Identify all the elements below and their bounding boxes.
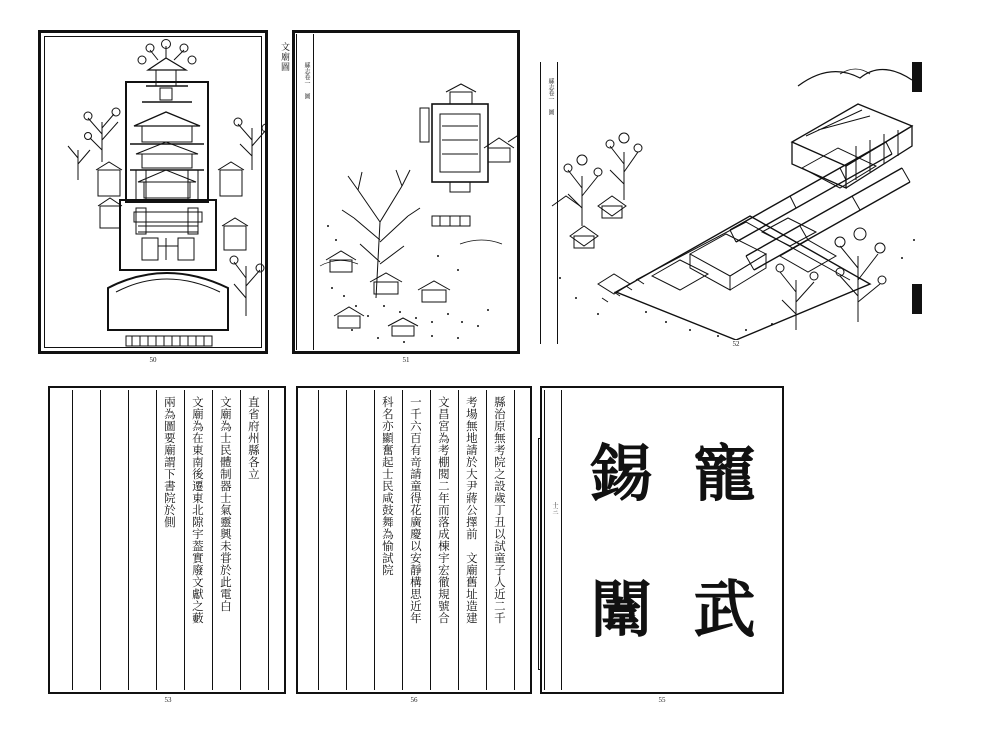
- page-56-number: 56: [410, 696, 418, 704]
- page-52: [540, 40, 930, 350]
- page-51-number: 51: [402, 356, 410, 364]
- page-56-column-2: 考場無地請於大尹蔣公擇前 文廟舊址造建: [464, 396, 479, 624]
- page-56-column-1: 縣治原無考院之設歲丁丑以試童子人近二千: [492, 396, 507, 624]
- page-55-number: 55: [658, 696, 666, 704]
- page-53-rule-3: [128, 390, 129, 690]
- page-53-rule-7: [240, 390, 241, 690]
- page-53-rule-1: [72, 390, 73, 690]
- page-56-rule-1: [318, 390, 319, 690]
- page-56-rule-5: [430, 390, 431, 690]
- page-56-rule-3: [374, 390, 375, 690]
- page-50-illustration: [38, 30, 268, 354]
- seal-char-3: 武: [693, 573, 756, 646]
- page-55: [540, 386, 784, 706]
- seal-grid: [570, 406, 776, 678]
- page-52-spine-text: 縣志卷一 圖: [547, 78, 554, 115]
- page-56-column-5: 科名亦顯奮起士民咸鼓舞為愉試院: [380, 396, 395, 576]
- seal-char-4: 闈: [590, 573, 653, 646]
- page-53-rule-6: [212, 390, 213, 690]
- page-56-rule-8: [514, 390, 515, 690]
- page-50-number: 50: [149, 356, 157, 364]
- page-56-rule-4: [402, 390, 403, 690]
- page-56-rule-6: [458, 390, 459, 690]
- page-53-column-4: 兩為圖要廟謂下書院於側: [162, 396, 177, 528]
- page-53-number: 53: [164, 696, 172, 704]
- seal-char-1: 寵: [693, 437, 756, 510]
- page-55-spine-text: 十三: [551, 502, 558, 514]
- page-53-column-2: 文廟為士民體制器士氣靈興未甞於此電白: [218, 396, 233, 612]
- page-53-rule-2: [100, 390, 101, 690]
- page-56-rule-7: [486, 390, 487, 690]
- page-56: [296, 386, 532, 706]
- page-53-column-1: 直省府州縣各立: [246, 396, 261, 480]
- seal-char-2: 錫: [590, 437, 653, 510]
- page-56-column-3: 文昌宮為考棚閱二年而落成棟宇宏徹規號合: [436, 396, 451, 624]
- page-56-column-4: 一千六百有竒請童得花廣慶以安靜構思近年: [408, 396, 423, 624]
- page-50: [38, 30, 289, 364]
- page-52-number: 52: [732, 340, 740, 348]
- page-50-caption: 文廟圖: [279, 42, 289, 72]
- page-53-rule-5: [184, 390, 185, 690]
- page-51-illustration: [292, 30, 520, 354]
- page-56-rule-2: [346, 390, 347, 690]
- page-52-illustration: [540, 40, 930, 340]
- page-53-rule-8: [268, 390, 269, 690]
- page-53-column-3: 文廟為在東南後遷東北隙宇葢實廢文獻之藪: [190, 396, 205, 624]
- page-55-spine-band: [544, 390, 562, 690]
- page-53: [48, 386, 286, 706]
- page-51-spine-text: 縣志卷一 圖: [303, 62, 310, 99]
- page-53-rule-4: [156, 390, 157, 690]
- page-51: [292, 30, 520, 364]
